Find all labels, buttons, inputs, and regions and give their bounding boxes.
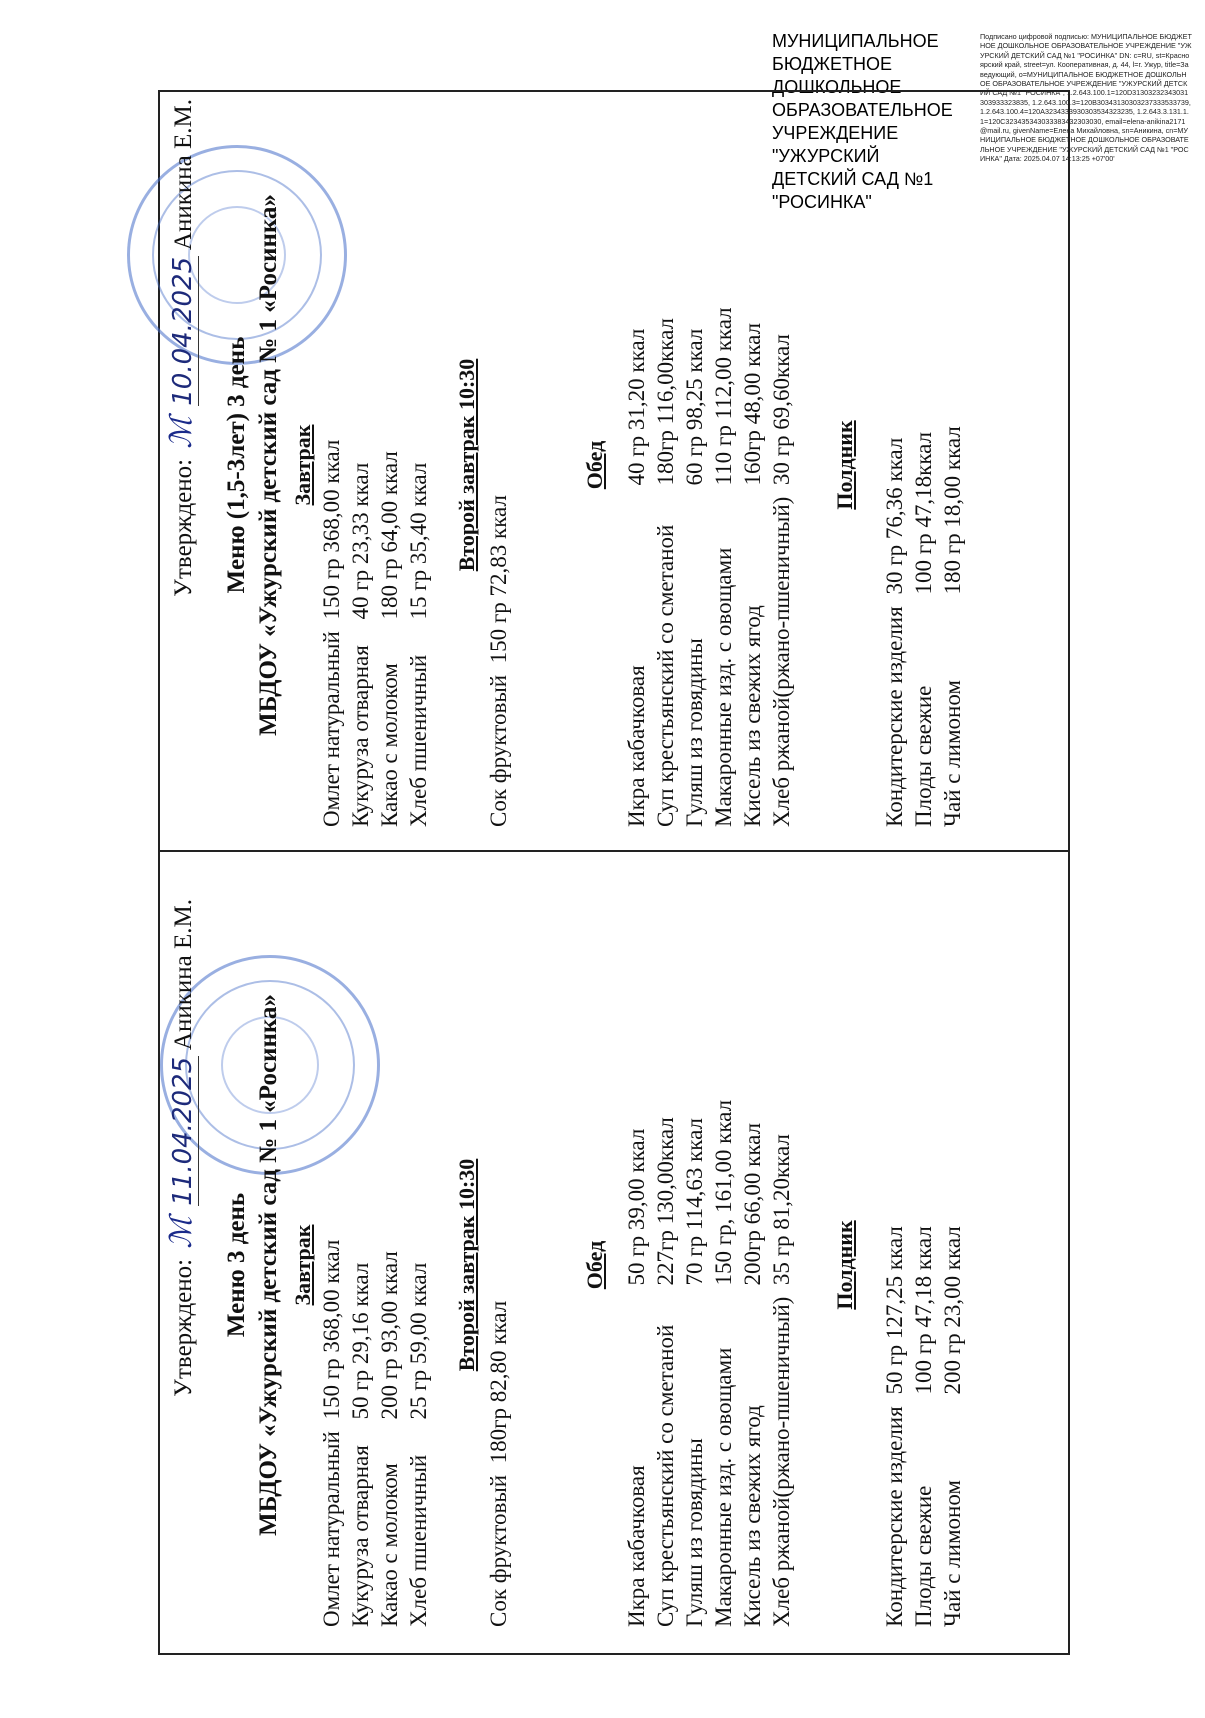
snack-heading: Полдник: [832, 420, 857, 510]
snack-list: [880, 1226, 967, 1627]
dish-name: Гуляш из говядины: [682, 1438, 707, 1627]
dish-name: Суп крестьянский со сметаной: [653, 1324, 678, 1627]
lunch-heading: Обед: [582, 1240, 607, 1290]
menu-item: [346, 1240, 375, 1627]
menu-item: [651, 1100, 680, 1627]
dish-name: Кисель из свежих ягод: [740, 1405, 765, 1627]
dish-name: Омлет натуральный: [319, 631, 344, 827]
approval-date: 11.04.2025: [168, 1056, 198, 1206]
dish-name: Плоды свежие: [911, 1485, 936, 1627]
second-breakfast-list: [484, 1301, 513, 1627]
dish-name: Суп крестьянский со сметаной: [653, 524, 678, 827]
dish-name: Икра кабачковая: [624, 1465, 649, 1627]
dish-portion: 150 гр 72,83 ккал: [486, 495, 511, 664]
dish-portion: 200 гр 93,00 ккал: [377, 1251, 402, 1420]
dish-portion: 40 гр 23,33 ккал: [348, 462, 373, 620]
menu-item: [680, 307, 709, 827]
dish-portion: 100 гр 47,18 ккал: [911, 1226, 936, 1395]
menu-item: [484, 1301, 513, 1627]
dish-portion: 35 гр 81,20ккал: [769, 1134, 794, 1286]
dish-portion: 60 гр 98,25 ккал: [682, 328, 707, 486]
menu-item: [680, 1100, 709, 1627]
menu-sheet-day3: [162, 885, 1062, 1645]
dish-name: Кондитерские изделия: [882, 1406, 907, 1627]
dish-name: Хлеб пшеничный: [406, 654, 431, 827]
dish-portion: 50 гр 39,00 ккал: [624, 1128, 649, 1286]
dish-portion: 150 гр 368,00 ккал: [319, 439, 344, 620]
approver-name: Аникина Е.М.: [170, 99, 197, 251]
menu-subtitle: МБДОУ «Ужурский детский сад № 1 «Росинка»: [255, 194, 282, 736]
menu-item: [880, 1226, 909, 1627]
dish-portion: 200гр 66,00 ккал: [740, 1122, 765, 1286]
menu-item: [709, 1100, 738, 1627]
dish-portion: 200 гр 23,00 ккал: [940, 1226, 965, 1395]
menu-item: [317, 1240, 346, 1627]
dish-name: Сок фруктовый: [486, 674, 511, 827]
dish-portion: 180гр 82,80 ккал: [486, 1300, 511, 1464]
menu-item: [404, 1240, 433, 1627]
dish-name: Чай с лимоном: [940, 1480, 965, 1627]
dish-name: Кукуруза отварная: [348, 645, 373, 827]
menu-subtitle: МБДОУ «Ужурский детский сад № 1 «Росинка»: [255, 994, 282, 1536]
signature-details: Подписано цифровой подписью: МУНИЦИПАЛЬНОЕ БЮДЖЕТНОЕ ДОШКОЛЬНОЕ ОБРАЗОВАТЕЛЬНОЕ УЧРЕЖДЕНИЕ "УЖУРСКИЙ ДЕТСКИЙ САД №1 "РОСИНКА" DN: c=RU, st=Красноярский край, street=ул. Кооперативная, д. 44, l=г. Ужур, title=Заведующий, o=МУНИЦИПАЛЬНОЕ БЮДЖЕТНОЕ ДОШКОЛЬНОЕ ОБРАЗОВАТЕЛЬНОЕ УЧРЕЖДЕНИЕ "УЖУРСКИЙ ДЕТСКИЙ САД №1 "РОСИНКА", 1.2.643.100.1=120D31303232343031303933323835, 1.2.643.100.3=120B30343130303237333533739, 1.2.643.100.4=120A3234333930303534323235, 1.2.643.3.131.1.1=120C323435343033383432303030, email=elena-anikina2171@mail.ru, givenName=Елена Михайловна, sn=Аникина, cn=МУНИЦИПАЛЬНОЕ БЮДЖЕТНОЕ ДОШКОЛЬНОЕ ОБРАЗОВАТЕЛЬНОЕ УЧРЕЖДЕНИЕ "УЖУРСКИЙ ДЕТСКИЙ САД №1 "РОСИНКА" Дата: 2025.04.07 14:13:25 +07'00': [980, 32, 1192, 164]
lunch-heading: Обед: [582, 440, 607, 490]
menu-item: [909, 426, 938, 827]
signer-organization: МУНИЦИПАЛЬНОЕ БЮДЖЕТНОЕ ДОШКОЛЬНОЕ ОБРАЗОВАТЕЛЬНОЕ УЧРЕЖДЕНИЕ "УЖУРСКИЙ ДЕТСКИЙ САД №1 "РОСИНКА": [772, 31, 953, 212]
dish-name: Чай с лимоном: [940, 680, 965, 827]
dish-portion: 70 гр 114,63 ккал: [682, 1118, 707, 1286]
approval-line: [164, 85, 199, 845]
approver-name: Аникина Е.М.: [170, 899, 197, 1051]
dish-name: Какао с молоком: [377, 1463, 402, 1627]
dish-portion: 150 гр, 161,00 ккал: [711, 1099, 736, 1286]
dish-name: Кондитерские изделия: [882, 606, 907, 827]
dish-name: Хлеб пшеничный: [406, 1454, 431, 1627]
menu-item: [484, 495, 513, 827]
menu-item: [938, 426, 967, 827]
dish-portion: 227гр 130,00ккал: [653, 1117, 678, 1286]
menu-item: [938, 1226, 967, 1627]
dish-portion: 15 гр 35,40 ккал: [406, 462, 431, 620]
second-breakfast-heading: Второй завтрак 10:30: [454, 1158, 479, 1372]
approval-date: 10.04.2025: [168, 256, 198, 406]
menu-item: [709, 307, 738, 827]
menu-sheet-toddlers-day3: [162, 85, 1062, 845]
menu-item: [375, 1240, 404, 1627]
menu-item: [909, 1226, 938, 1627]
dish-portion: 50 гр 127,25 ккал: [882, 1226, 907, 1395]
lunch-list: [622, 307, 796, 827]
breakfast-heading: Завтрак: [290, 424, 315, 506]
dish-name: Макаронные изд. с овощами: [711, 547, 736, 827]
breakfast-list: [317, 440, 433, 827]
menu-item: [622, 1100, 651, 1627]
dish-portion: 180 гр 18,00 ккал: [940, 426, 965, 595]
menu-title: Меню 3 день: [223, 1192, 250, 1338]
menu-item: [346, 440, 375, 827]
lunch-list: [622, 1100, 796, 1627]
handwritten-signature: ℳ: [164, 416, 199, 449]
dish-name: Плоды свежие: [911, 685, 936, 827]
snack-list: [880, 426, 967, 827]
second-breakfast-list: [484, 495, 513, 827]
menu-item: [767, 307, 796, 827]
dish-name: Хлеб ржаной(ржано-пшеничный): [769, 1296, 794, 1627]
menu-item: [880, 426, 909, 827]
dish-portion: 50 гр 29,16 ккал: [348, 1262, 373, 1420]
dish-portion: 30 гр 76,36 ккал: [882, 437, 907, 595]
dish-name: Гуляш из говядины: [682, 638, 707, 827]
menu-item: [404, 440, 433, 827]
menu-title: Меню (1,5-3лет) 3 день: [223, 336, 250, 594]
dish-name: Кукуруза отварная: [348, 1445, 373, 1627]
dish-name: Макаронные изд. с овощами: [711, 1347, 736, 1627]
approved-label: Утверждено:: [170, 458, 197, 597]
dish-portion: 180гр 116,00ккал: [653, 318, 678, 486]
breakfast-list: [317, 1240, 433, 1627]
dish-portion: 100 гр 47,18ккал: [911, 431, 936, 595]
menu-item: [622, 307, 651, 827]
dish-name: Какао с молоком: [377, 663, 402, 827]
menu-item: [738, 1100, 767, 1627]
dish-portion: 25 гр 59,00 ккал: [406, 1262, 431, 1420]
dish-portion: 180 гр 64,00 ккал: [377, 451, 402, 620]
dish-name: Сок фруктовый: [486, 1474, 511, 1627]
page-divider: [158, 850, 1070, 852]
dish-portion: 160гр 48,00 ккал: [740, 322, 765, 486]
menu-item: [375, 440, 404, 827]
dish-portion: 150 гр 368,00 ккал: [319, 1239, 344, 1420]
menu-item: [317, 440, 346, 827]
dish-name: Хлеб ржаной(ржано-пшеничный): [769, 496, 794, 827]
second-breakfast-heading: Второй завтрак 10:30: [454, 358, 479, 572]
dish-portion: 30 гр 69,60ккал: [769, 334, 794, 486]
handwritten-signature: ℳ: [164, 1216, 199, 1249]
approval-line: [164, 885, 199, 1645]
dish-name: Икра кабачковая: [624, 665, 649, 827]
dish-portion: 110 гр 112,00 ккал: [711, 307, 736, 486]
breakfast-heading: Завтрак: [290, 1224, 315, 1306]
snack-heading: Полдник: [832, 1220, 857, 1310]
menu-item: [651, 307, 680, 827]
dish-name: Кисель из свежих ягод: [740, 605, 765, 827]
dish-name: Омлет натуральный: [319, 1431, 344, 1627]
approved-label: Утверждено:: [170, 1258, 197, 1397]
menu-item: [738, 307, 767, 827]
dish-portion: 40 гр 31,20 ккал: [624, 328, 649, 486]
menu-item: [767, 1100, 796, 1627]
